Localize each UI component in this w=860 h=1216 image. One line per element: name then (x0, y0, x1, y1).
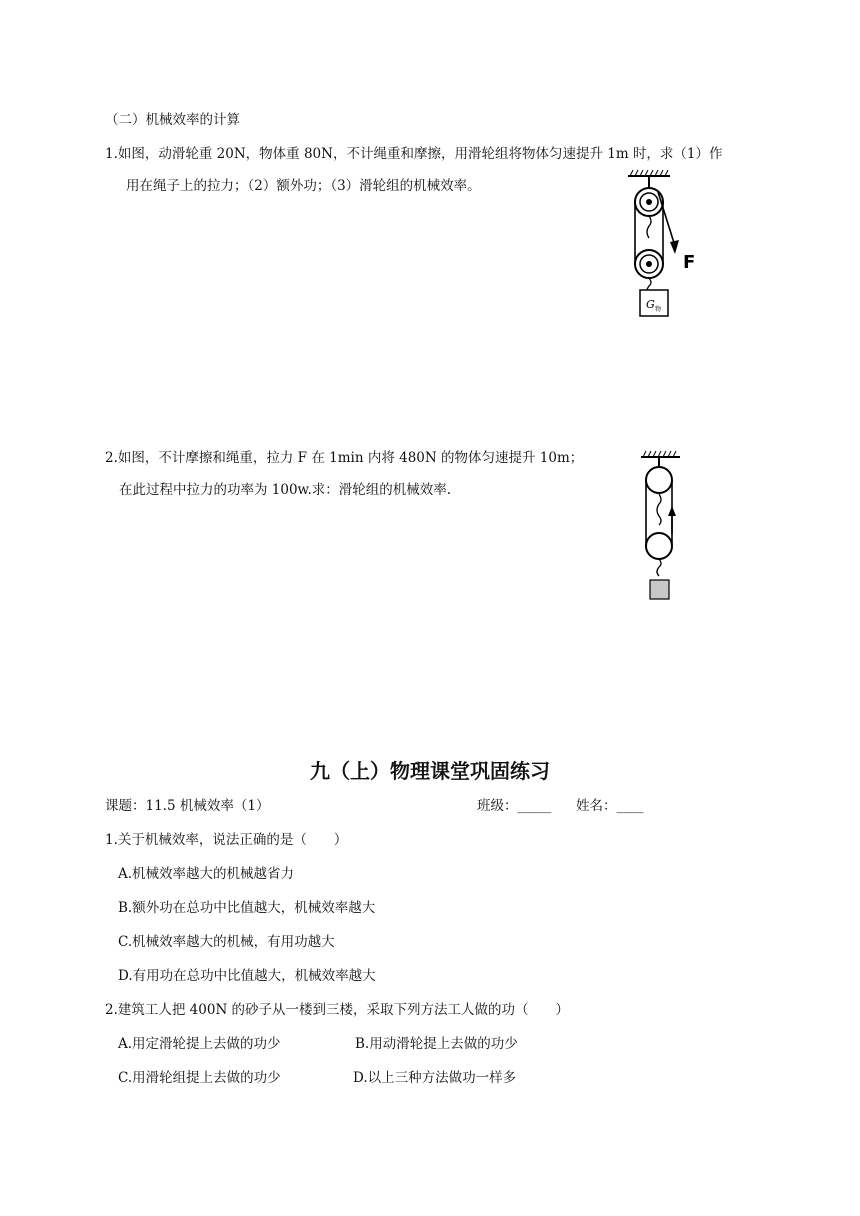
fixed-pulley (646, 467, 672, 493)
name-field: 姓名：____ (576, 798, 644, 814)
force-arrow (670, 240, 679, 254)
question1-stem: 1.关于机械效率，说法正确的是（ ） (105, 832, 348, 848)
class-field: 班级：_____ (477, 798, 552, 814)
question2-stem: 2.建筑工人把 400N 的砂子从一楼到三楼，采取下列方法工人做的功（ ） (105, 1002, 570, 1018)
question1-option-b: B.额外功在总功中比值越大，机械效率越大 (118, 900, 376, 916)
question2-option-a: A.用定滑轮提上去做的功少 (118, 1036, 281, 1052)
section-heading: （二）机械效率的计算 (105, 112, 240, 128)
problem1-line2: 用在绳子上的拉力；（2）额外功；（3）滑轮组的机械效率。 (126, 178, 481, 194)
force-arrow (668, 506, 676, 516)
pulley-figure-1 (620, 168, 710, 320)
block-label: G (646, 298, 655, 311)
block-subscript: 物 (655, 306, 662, 313)
problem2-line1: 2.如图，不计摩擦和绳重，拉力 F 在 1min 内将 480N 的物体匀速提升 10m； (105, 450, 584, 466)
question2-option-d: D.以上三种方法做功一样多 (353, 1070, 517, 1086)
question1-option-d: D.有用功在总功中比值越大，机械效率越大 (118, 968, 376, 984)
problem1-line1: 1.如图，动滑轮重 20N，物体重 80N，不计绳重和摩擦，用滑轮组将物体匀速提升 1m 时，求（1）作 (105, 146, 723, 162)
movable-pulley (646, 533, 672, 559)
question1-option-a: A.机械效率越大的机械越省力 (118, 866, 295, 882)
question2-option-c: C.用滑轮组提上去做的功少 (118, 1070, 281, 1086)
load-block (650, 580, 669, 599)
question2-option-b: B.用动滑轮提上去做的功少 (355, 1036, 518, 1052)
force-label: F (683, 252, 696, 273)
pulley-figure-2 (638, 450, 688, 602)
topic-line: 课题：11.5 机械效率（1） (105, 798, 270, 814)
worksheet-title: 九（上）物理课堂巩固练习 (310, 759, 550, 783)
problem2-line2: 在此过程中拉力的功率为 100w.求：滑轮组的机械效率. (119, 482, 452, 498)
question1-option-c: C.机械效率越大的机械，有用功越大 (118, 934, 335, 950)
movable-pulley (635, 250, 663, 278)
